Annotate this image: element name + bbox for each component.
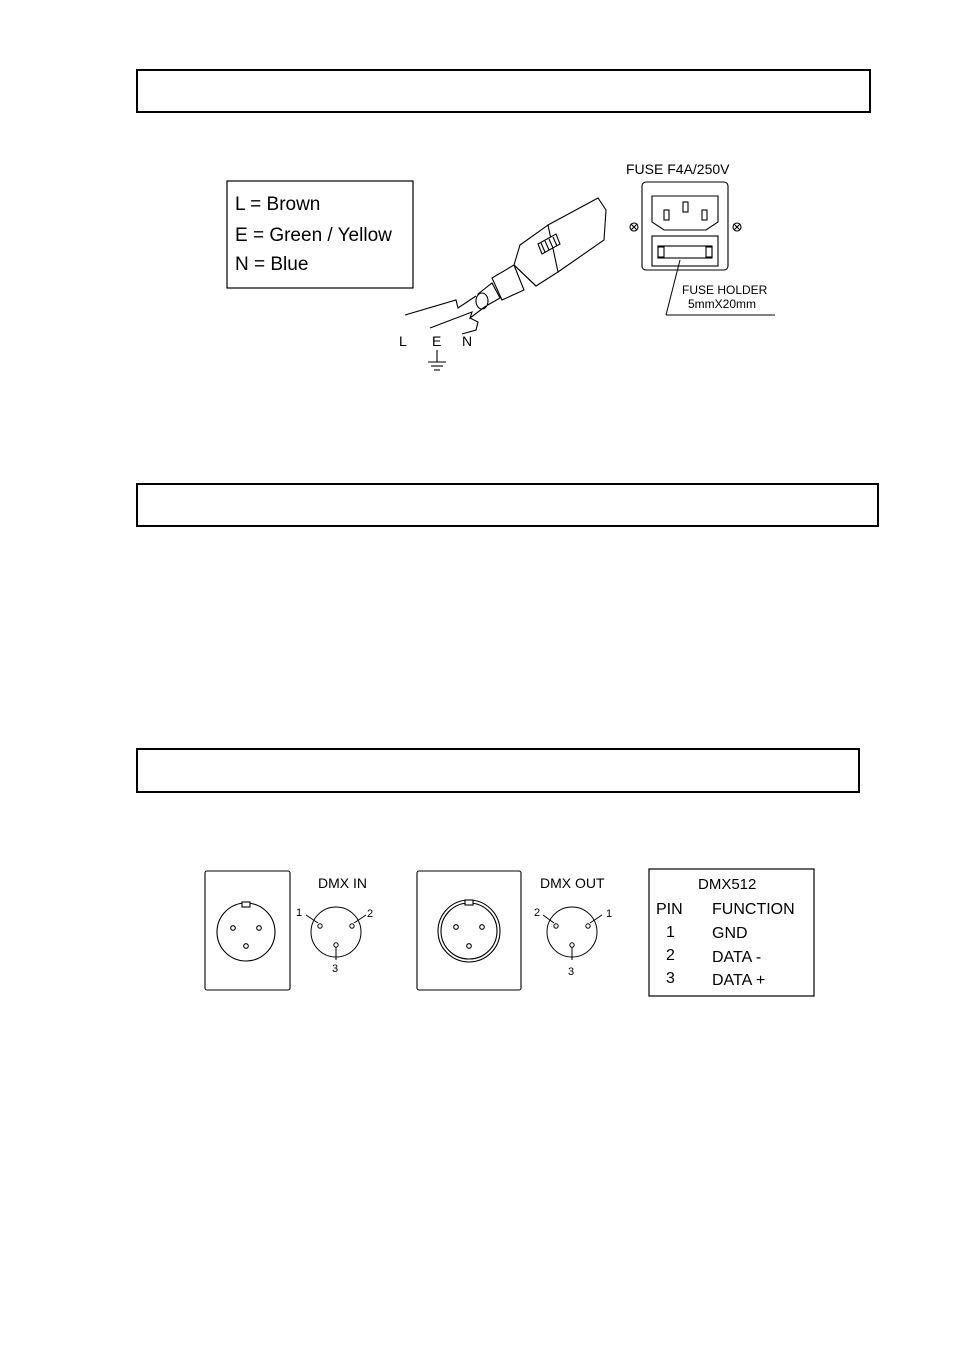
dmx-connection-diagram <box>0 850 954 1010</box>
dmx512-header-function: FUNCTION <box>712 901 795 918</box>
dmx512-row-pin: 3 <box>666 970 675 987</box>
dmx-in-pin-1: 1 <box>296 907 303 919</box>
legend-line-n: N = Blue <box>235 254 309 275</box>
legend-line-e: E = Green / Yellow <box>235 225 392 246</box>
fuse-holder-label: FUSE HOLDER <box>682 283 768 297</box>
dmx-out-pin-3: 3 <box>568 966 575 978</box>
fuse-holder-size-label: 5mmX20mm <box>688 297 757 311</box>
dmx512-table-title: DMX512 <box>698 876 757 893</box>
dmx512-row-function: GND <box>712 925 748 942</box>
dmx512-row-pin: 2 <box>666 947 675 964</box>
wire-label-e: E <box>432 333 442 349</box>
section-header-middle <box>136 483 879 527</box>
legend-line-l: L = Brown <box>235 194 321 215</box>
dmx-in-pin-3: 3 <box>332 963 339 975</box>
wire-label-n: N <box>462 333 473 349</box>
dmx512-header-pin: PIN <box>656 901 683 918</box>
fuse-rating-label: FUSE F4A/250V <box>626 161 730 177</box>
dmx-in-socket-icon <box>205 871 290 990</box>
dmx-out-socket-icon <box>417 871 521 990</box>
dmx-out-pinout-icon <box>543 907 602 960</box>
wire-label-l: L <box>399 333 407 349</box>
dmx512-row-function: DATA - <box>712 949 762 966</box>
dmx-in-pin-2: 2 <box>367 908 374 920</box>
dmx512-row-pin: 1 <box>666 924 675 941</box>
power-connection-diagram <box>0 0 954 420</box>
dmx512-row-function: DATA + <box>712 972 766 989</box>
dmx-out-pin-2: 2 <box>534 907 541 919</box>
ground-symbol-icon <box>428 350 446 370</box>
dmx-in-pinout-icon <box>306 907 366 960</box>
power-inlet-icon <box>630 182 741 270</box>
dmx-out-pin-1: 1 <box>606 908 613 920</box>
dmx-out-label: DMX OUT <box>540 875 605 891</box>
power-plug-icon <box>405 198 606 334</box>
dmx-in-label: DMX IN <box>318 875 367 891</box>
section-header-dmx <box>136 748 860 793</box>
